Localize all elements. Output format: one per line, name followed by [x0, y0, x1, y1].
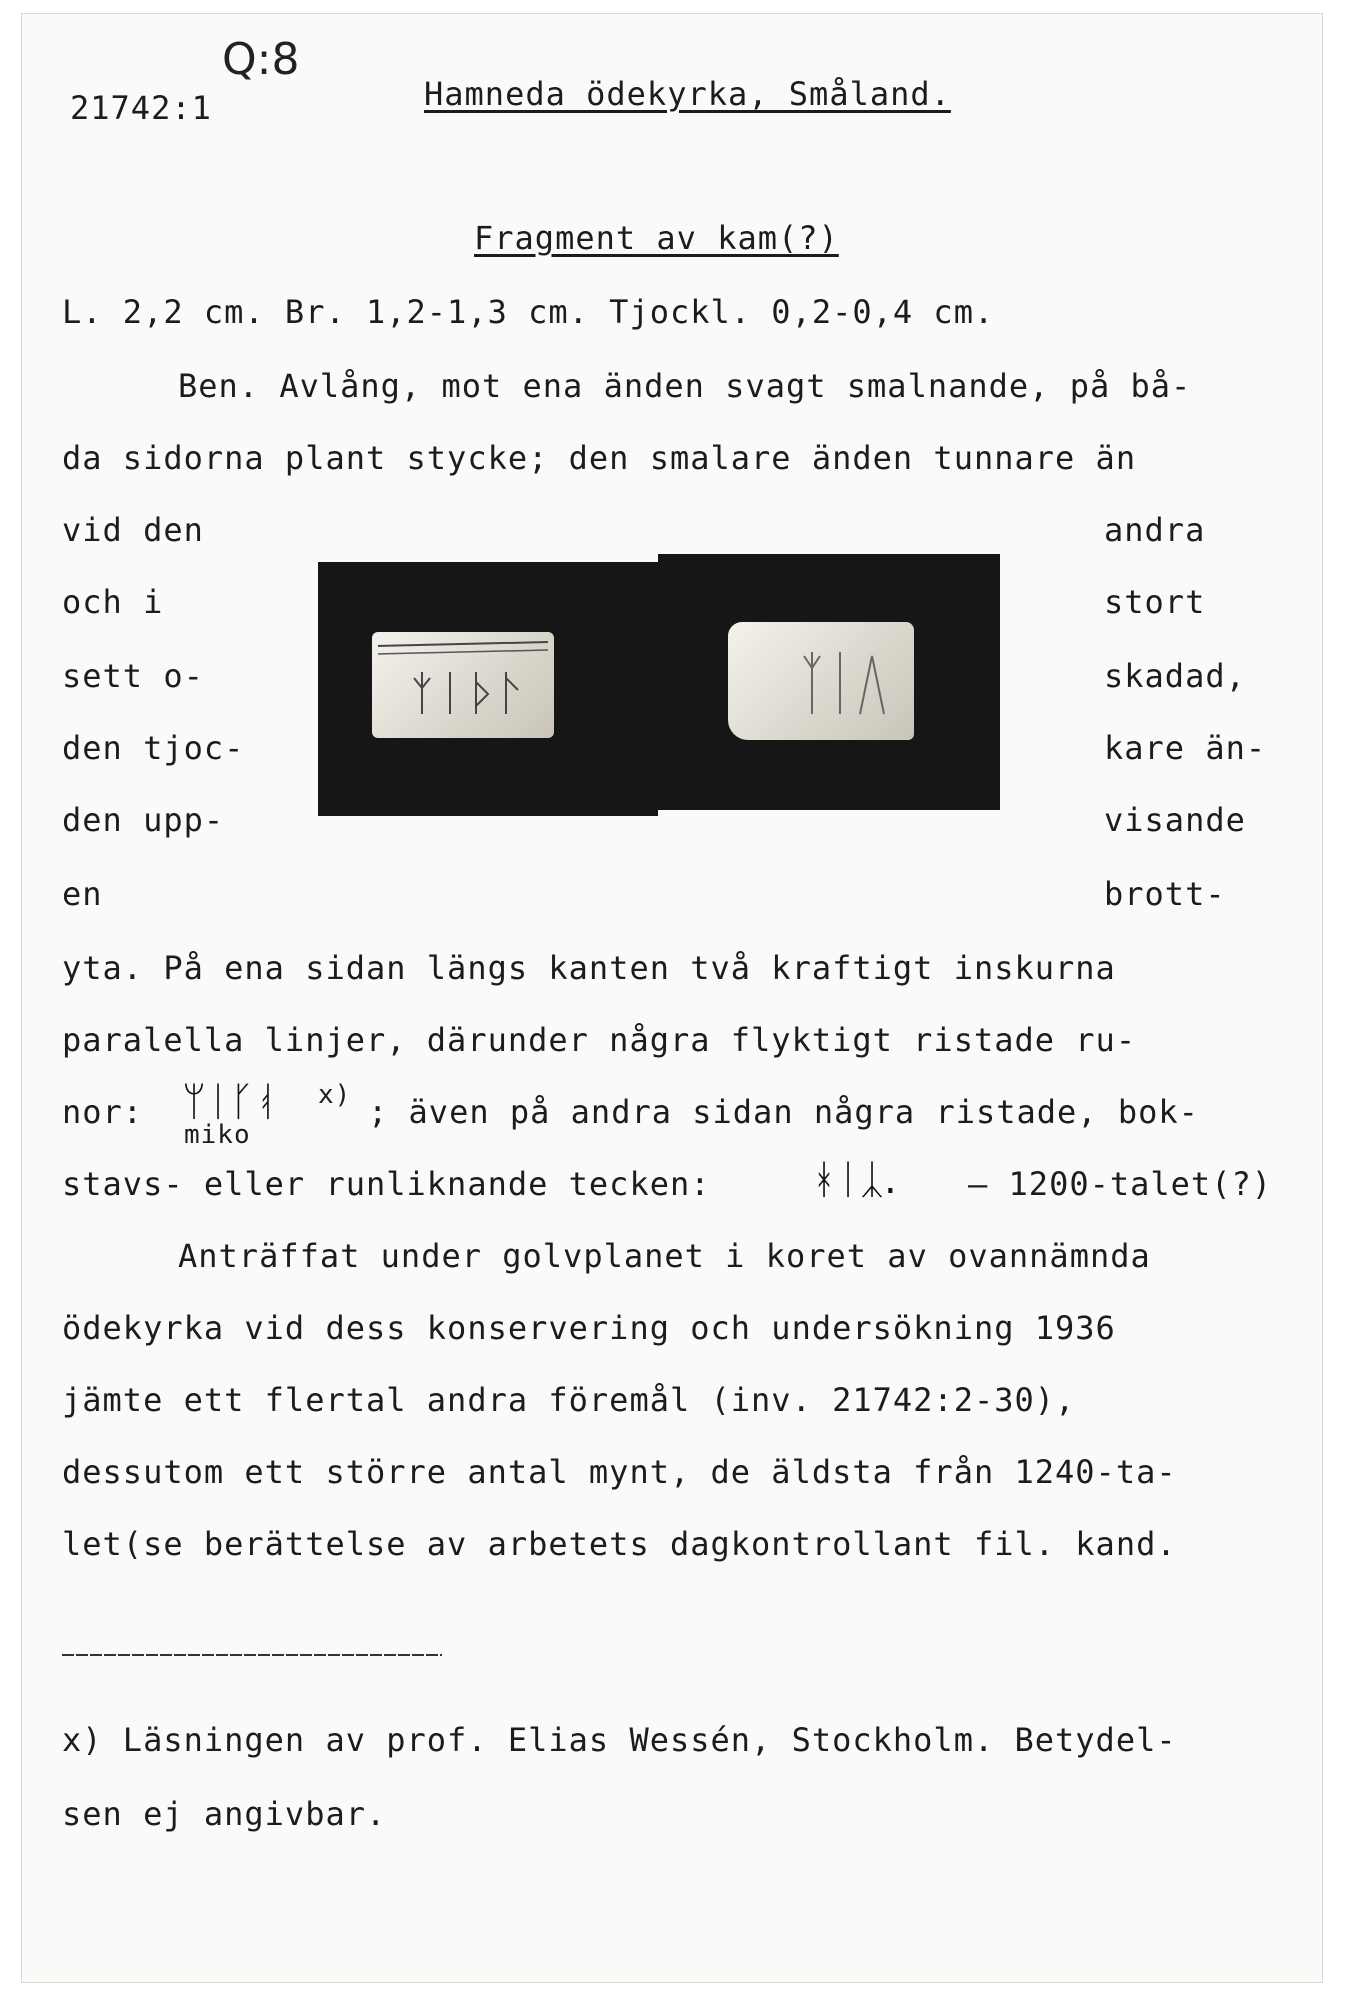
description-line-4: paralella linjer, därunder några flyktigt ristade ru-: [62, 1021, 1137, 1059]
right-col-1: andra: [1104, 511, 1206, 549]
left-col-2: och i: [62, 583, 164, 621]
footnote-mark: x): [318, 1080, 352, 1110]
left-col-4: den tjoc-: [62, 729, 245, 767]
right-col-3: skadad,: [1104, 657, 1246, 695]
photo-side-b: [658, 554, 1000, 810]
description-line-5-rest: ; även på andra sidan några ristade, bok-: [368, 1093, 1199, 1131]
find-line-3: jämte ett flertal andra föremål (inv. 21742:2-30),: [62, 1381, 1076, 1419]
right-col-5: visande: [1104, 801, 1246, 839]
description-line-2: da sidorna plant stycke; den smalare änden tunnare än: [62, 439, 1137, 477]
left-col-3: sett o-: [62, 657, 204, 695]
rune-like-marks: ᚼᛁᛣ.: [812, 1157, 897, 1203]
site-name: Hamneda ödekyrka, Småland.: [424, 75, 951, 113]
find-line-4: dessutom ett större antal mynt, de äldsta från 1240-ta-: [62, 1453, 1177, 1491]
comb-fragment-side-b: [728, 622, 914, 740]
footnote-line-2: sen ej angivbar.: [62, 1795, 387, 1833]
inventory-number: 21742:1: [70, 89, 212, 127]
rune-transliteration: miko: [184, 1120, 251, 1150]
footnote-separator: [62, 1654, 442, 1656]
description-line-1: Ben. Avlång, mot ena änden svagt smalnande, på bå-: [178, 367, 1192, 405]
right-col-2: stort: [1104, 583, 1206, 621]
right-col-6: brott-: [1104, 875, 1226, 913]
catalog-card: [22, 14, 1322, 1982]
right-col-4: kare än-: [1104, 729, 1267, 767]
rune-inscription: ᛘᛁᚴᚮ: [182, 1079, 278, 1125]
handwritten-mark: Q:8: [222, 34, 300, 85]
description-line-5-prefix: nor:: [62, 1093, 144, 1131]
footnote-line-1: x) Läsningen av prof. Elias Wessén, Stockholm. Betydel-: [62, 1721, 1177, 1759]
left-col-5: den upp-: [62, 801, 225, 839]
find-line-1: Anträffat under golvplanet i koret av ovannämnda: [178, 1237, 1151, 1275]
description-line-3: yta. På ena sidan längs kanten två kraftigt inskurna: [62, 949, 1116, 987]
left-col-6: en: [62, 875, 103, 913]
photo-side-a: [318, 562, 658, 816]
comb-fragment-side-a: [372, 632, 554, 738]
item-title: Fragment av kam(?): [474, 219, 839, 257]
left-col-1: vid den: [62, 511, 204, 549]
find-line-2: ödekyrka vid dess konservering och undersökning 1936: [62, 1309, 1116, 1347]
find-line-5: let(se berättelse av arbetets dagkontrollant fil. kand.: [62, 1525, 1177, 1563]
description-line-6-rest: – 1200-talet(?): [968, 1165, 1272, 1203]
measurements: L. 2,2 cm. Br. 1,2-1,3 cm. Tjockl. 0,2-0,4 cm.: [62, 293, 995, 331]
description-line-6-prefix: stavs- eller runliknande tecken:: [62, 1165, 711, 1203]
